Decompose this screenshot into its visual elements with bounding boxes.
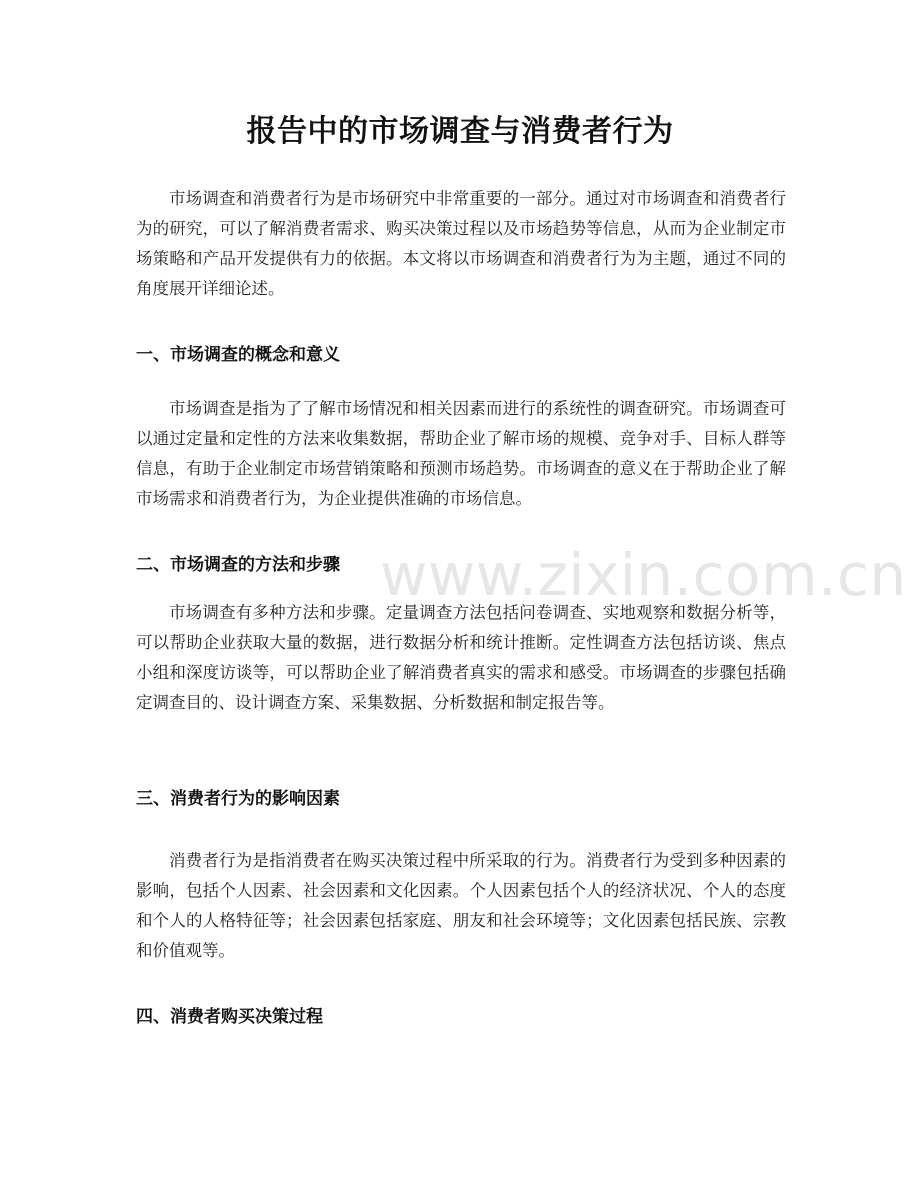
section-body-3: 消费者行为是指消费者在购买决策过程中所采取的行为。消费者行为受到多种因素的影响，包括个人因素、社会因素和文化因素。个人因素包括个人的经济状况、个人的态度和个人的人格特征等；社会因素包括家庭、朋友和社会环境等；文化因素包括民族、宗教和价值观等。 [136,851,786,960]
document-title: 报告中的市场调查与消费者行为 [246,114,674,149]
section-body-1: 市场调查是指为了了解市场情况和相关因素而进行的系统性的调查研究。市场调查可以通过定量和定性的方法来收集数据，帮助企业了解市场的规模、竞争对手、目标人群等信息，有助于企业制定市场营销策略和预测市场趋势。市场调查的意义在于帮助企业了解市场需求和消费者行为，为企业提供准确的市场信息。 [136,399,786,508]
section-heading-1: 一、市场调查的概念和意义 [136,345,340,365]
section-heading-3: 三、消费者行为的影响因素 [136,789,340,809]
section-body-2: 市场调查有多种方法和步骤。定量调查方法包括问卷调查、实地观察和数据分析等，可以帮助企业获取大量的数据，进行数据分析和统计推断。定性调查方法包括访谈、焦点小组和深度访谈等，可以帮助企业了解消费者真实的需求和感受。市场调查的步骤包括确定调查目的、设计调查方案、采集数据、分析数据和制定报告等。 [136,603,786,712]
section-heading-2: 二、市场调查的方法和步骤 [136,555,340,575]
watermark: www.zixin.com.cn [380,541,907,609]
intro-paragraph: 市场调查和消费者行为是市场研究中非常重要的一部分。通过对市场调查和消费者行为的研究，可以了解消费者需求、购买决策过程以及市场趋势等信息，从而为企业制定市场策略和产品开发提供有力的依据。本文将以市场调查和消费者行为为主题，通过不同的角度展开详细论述。 [136,189,786,298]
section-heading-4: 四、消费者购买决策过程 [136,1007,323,1027]
